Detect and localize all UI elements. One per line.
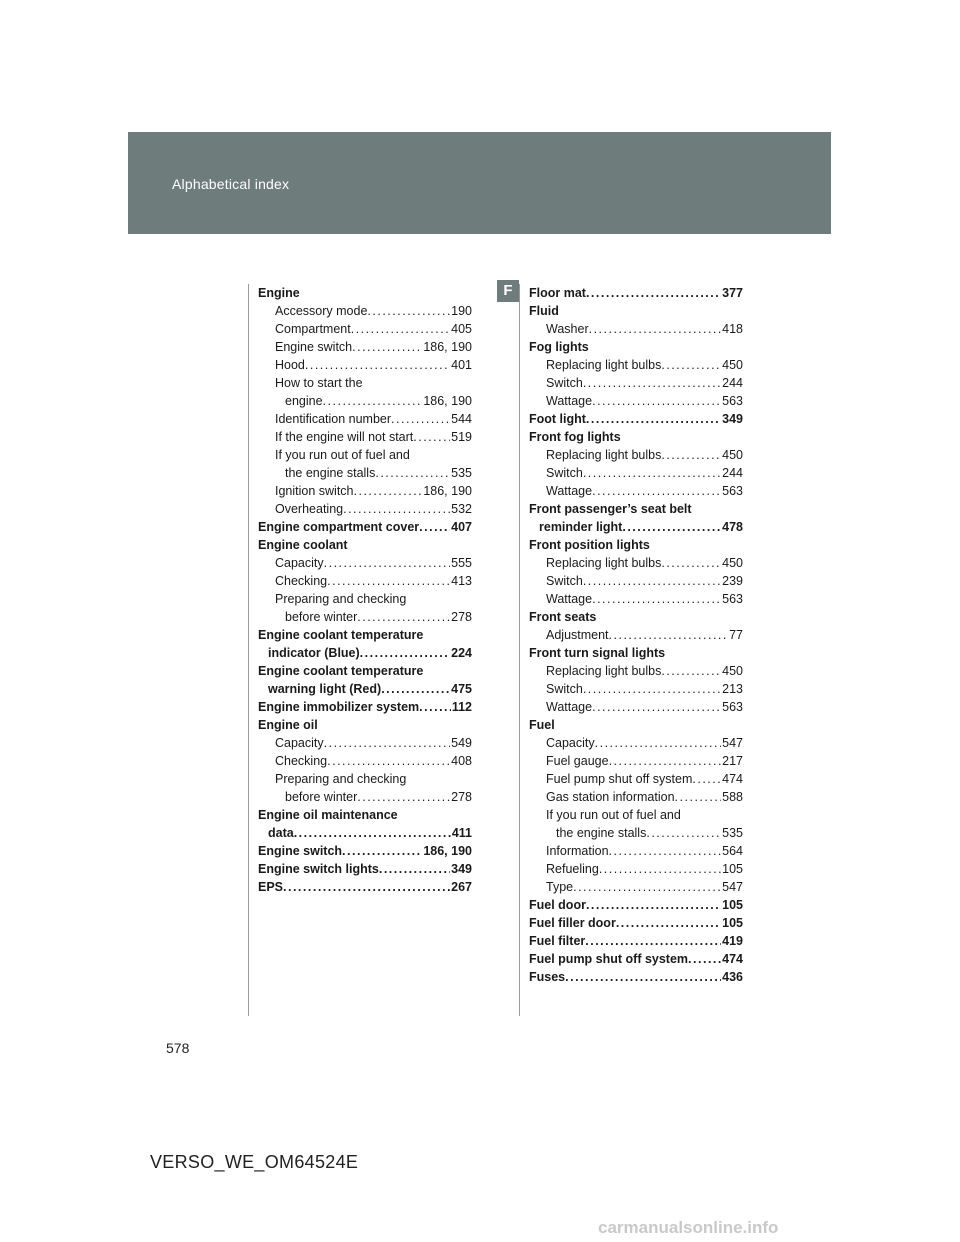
dot-leader (367, 302, 450, 320)
dot-leader (419, 698, 451, 716)
index-entry-page[interactable]: 532 (451, 502, 472, 516)
index-entry (529, 716, 743, 734)
index-entry-page[interactable]: 217 (722, 754, 743, 768)
index-entry-term: Foot light (529, 412, 586, 426)
index-entry-term: Engine compartment cover (258, 520, 420, 534)
index-entry (258, 590, 472, 608)
index-entry-term: Wattage (546, 592, 593, 606)
index-entry (258, 770, 472, 788)
index-entry[interactable] (258, 644, 472, 662)
index-entry-term: Checking (275, 574, 328, 588)
index-entry-term: Front fog lights (529, 430, 621, 444)
index-entry (258, 716, 472, 734)
index-entry-term: Fog lights (529, 340, 589, 354)
index-entry[interactable] (529, 392, 743, 410)
index-entry-page[interactable]: 555 (451, 556, 472, 570)
dot-leader (688, 950, 721, 968)
index-entry[interactable] (529, 446, 743, 464)
index-column-left (258, 284, 472, 896)
index-entry-term: Fuel door (529, 898, 586, 912)
index-entry-term: Refueling (546, 862, 599, 876)
dot-leader (646, 824, 721, 842)
index-entry[interactable] (529, 914, 743, 932)
index-entry-term: Floor mat (529, 286, 586, 300)
dot-leader (592, 698, 721, 716)
index-entry-page[interactable]: 267 (451, 880, 472, 894)
index-entry[interactable] (258, 860, 472, 878)
index-entry[interactable] (258, 680, 472, 698)
dot-leader (357, 608, 450, 626)
index-entry-term: Fuel filler door (529, 916, 616, 930)
index-entry-page[interactable]: 563 (722, 394, 743, 408)
index-entry[interactable] (258, 428, 472, 446)
index-entry-page[interactable]: 419 (722, 934, 743, 948)
index-entry (529, 644, 743, 662)
dot-leader (592, 590, 721, 608)
header-band (128, 132, 831, 234)
dot-leader (381, 680, 450, 698)
index-entry-term: Wattage (546, 394, 593, 408)
index-entry-page[interactable]: 418 (722, 322, 743, 336)
dot-leader (609, 842, 722, 860)
index-entry-term: Wattage (546, 484, 593, 498)
index-entry-term: reminder light (539, 520, 623, 534)
index-entry-term: Overheating (275, 502, 344, 516)
index-entry-page[interactable]: 408 (451, 754, 472, 768)
index-entry-term: Identification number (275, 412, 392, 426)
index-entry[interactable] (529, 842, 743, 860)
index-entry[interactable] (258, 500, 472, 518)
index-entry-term: Engine immobilizer system (258, 700, 420, 714)
dot-leader (352, 338, 422, 356)
dot-leader (324, 554, 451, 572)
index-entry-page[interactable]: 278 (451, 610, 472, 624)
dot-leader (305, 356, 450, 374)
index-entry-page[interactable]: 547 (722, 880, 743, 894)
index-entry[interactable] (529, 698, 743, 716)
watermark: carmanualsonline.info (598, 1218, 779, 1237)
dot-leader (616, 914, 721, 932)
dot-leader (692, 770, 721, 788)
index-entry-term: Fuel pump shut off system (546, 772, 693, 786)
index-entry[interactable] (529, 752, 743, 770)
index-entry-term: Fuses (529, 970, 566, 984)
dot-leader (609, 626, 729, 644)
index-entry-term: Fuel gauge (546, 754, 609, 768)
index-entry[interactable] (529, 680, 743, 698)
index-entry[interactable] (529, 662, 743, 680)
dot-leader (357, 788, 450, 806)
index-entry-page[interactable]: 105 (722, 916, 743, 930)
index-entry-term: Replacing light bulbs (546, 358, 662, 372)
index-entry[interactable] (529, 464, 743, 482)
index-entry-page[interactable]: 244 (722, 376, 743, 390)
index-entry[interactable] (258, 320, 472, 338)
index-entry[interactable] (258, 302, 472, 320)
index-entry-term: the engine stalls (556, 826, 647, 840)
index-entry-page[interactable]: 450 (722, 556, 743, 570)
index-entry[interactable] (529, 788, 743, 806)
index-entry-page[interactable]: 564 (722, 844, 743, 858)
index-entry-page[interactable]: 186, 190 (423, 484, 472, 498)
index-entry-term: Preparing and checking (275, 592, 407, 606)
index-entry-page[interactable]: 401 (451, 358, 472, 372)
index-entry (529, 806, 743, 824)
index-entry-term: Engine switch (275, 340, 353, 354)
index-entry-page[interactable]: 436 (722, 970, 743, 984)
index-entry-page[interactable]: 190 (451, 304, 472, 318)
index-entry-term: Ignition switch (275, 484, 354, 498)
index-entry[interactable] (529, 590, 743, 608)
index-entry[interactable] (529, 860, 743, 878)
index-entry-term: Capacity (275, 736, 324, 750)
dot-leader (661, 446, 721, 464)
dot-leader (419, 518, 450, 536)
index-entry[interactable] (258, 356, 472, 374)
column-divider-right (519, 284, 520, 1016)
index-entry-term: Front position lights (529, 538, 650, 552)
index-entry-term: Switch (546, 574, 583, 588)
dot-leader (583, 572, 721, 590)
dot-leader (360, 644, 450, 662)
index-entry-term: Hood (275, 358, 305, 372)
dot-leader (586, 284, 721, 302)
dot-leader (583, 374, 721, 392)
index-entry-term: Adjustment (546, 628, 609, 642)
index-entry-page[interactable]: 186, 190 (423, 340, 472, 354)
index-entry-term: Replacing light bulbs (546, 448, 662, 462)
index-entry-term: Switch (546, 376, 583, 390)
index-entry-term: Switch (546, 466, 583, 480)
dot-leader (622, 518, 721, 536)
index-entry-term: If you run out of fuel and (275, 448, 410, 462)
dot-leader (585, 932, 721, 950)
dot-leader (675, 788, 722, 806)
index-entry (529, 536, 743, 554)
index-entry-page[interactable]: 349 (722, 412, 743, 426)
dot-leader (391, 410, 450, 428)
index-entry (258, 662, 472, 680)
index-entry-term: If the engine will not start (275, 430, 414, 444)
document-code: VERSO_WE_OM64524E (150, 1152, 359, 1172)
index-entry-page[interactable]: 535 (451, 466, 472, 480)
index-entry-page[interactable]: 478 (722, 520, 743, 534)
index-entry-term: Engine coolant temperature (258, 664, 424, 678)
index-entry-page[interactable]: 411 (451, 826, 472, 840)
index-entry[interactable] (258, 788, 472, 806)
dot-leader (583, 464, 721, 482)
index-entry (529, 338, 743, 356)
index-entry-page[interactable]: 588 (722, 790, 743, 804)
index-entry-term: indicator (Blue) (268, 646, 360, 660)
index-entry-page[interactable]: 239 (722, 574, 743, 588)
index-entry-term: Fuel filter (529, 934, 586, 948)
index-entry-term: Engine switch (258, 844, 343, 858)
index-entry (258, 446, 472, 464)
dot-leader (595, 734, 722, 752)
dot-leader (592, 392, 721, 410)
index-entry-term: Front turn signal lights (529, 646, 666, 660)
index-entry (529, 428, 743, 446)
index-entry-page[interactable]: 475 (451, 682, 472, 696)
index-entry[interactable] (529, 374, 743, 392)
index-entry-page[interactable]: 413 (451, 574, 472, 588)
index-entry (258, 626, 472, 644)
dot-leader (324, 734, 451, 752)
page-section-title: Alphabetical index (172, 176, 290, 192)
index-entry-page[interactable]: 547 (722, 736, 743, 750)
index-entry-page[interactable]: 563 (722, 592, 743, 606)
dot-leader (599, 860, 721, 878)
index-entry (529, 302, 743, 320)
index-entry[interactable] (529, 356, 743, 374)
index-entry-term: Compartment (275, 322, 351, 336)
index-entry-page[interactable]: 407 (451, 520, 472, 534)
index-entry[interactable] (529, 518, 743, 536)
index-entry-page[interactable]: 377 (722, 286, 743, 300)
index-entry[interactable] (258, 698, 472, 716)
index-entry[interactable] (529, 626, 743, 644)
index-entry[interactable] (258, 734, 472, 752)
index-entry-page[interactable]: 563 (722, 700, 743, 714)
index-entry[interactable] (258, 824, 472, 842)
index-entry-page[interactable]: 105 (722, 862, 743, 876)
index-entry[interactable] (529, 770, 743, 788)
index-entry[interactable] (529, 896, 743, 914)
index-entry (529, 608, 743, 626)
index-entry-term: Fuel pump shut off system (529, 952, 689, 966)
dot-leader (573, 878, 721, 896)
index-entry-term: Replacing light bulbs (546, 556, 662, 570)
index-entry-page[interactable]: 112 (451, 700, 472, 714)
dot-leader (354, 482, 423, 500)
dot-leader (609, 752, 722, 770)
index-entry-term: Switch (546, 682, 583, 696)
index-entry-term: Capacity (546, 736, 595, 750)
index-entry-term: Information (546, 844, 609, 858)
dot-leader (586, 410, 721, 428)
index-entry-term: Wattage (546, 700, 593, 714)
index-entry (529, 500, 743, 518)
dot-leader (379, 860, 450, 878)
dot-leader (589, 320, 722, 338)
index-entry-term: Engine coolant temperature (258, 628, 424, 642)
dot-leader (565, 968, 721, 986)
dot-leader (323, 392, 423, 410)
index-entry (258, 284, 472, 302)
index-entry-page[interactable]: 405 (451, 322, 472, 336)
index-entry[interactable] (258, 608, 472, 626)
index-entry-page[interactable]: 474 (722, 952, 743, 966)
index-entry-page[interactable]: 519 (451, 430, 472, 444)
index-entry-term: Fluid (529, 304, 559, 318)
index-entry[interactable] (258, 842, 472, 860)
index-entry-term: Capacity (275, 556, 324, 570)
index-entry[interactable] (258, 338, 472, 356)
index-entry-page[interactable]: 450 (722, 664, 743, 678)
index-entry[interactable] (258, 464, 472, 482)
index-entry-page[interactable]: 244 (722, 466, 743, 480)
index-entry (258, 536, 472, 554)
index-entry-term: before winter (285, 610, 358, 624)
index-entry-term: EPS (258, 880, 284, 894)
index-entry[interactable] (529, 320, 743, 338)
index-entry-term: engine (285, 394, 323, 408)
dot-leader (283, 878, 450, 896)
index-entry[interactable] (258, 572, 472, 590)
dot-leader (661, 554, 721, 572)
index-entry-term: Washer (546, 322, 589, 336)
index-entry-page[interactable]: 224 (451, 646, 472, 660)
index-entry-term: data (268, 826, 294, 840)
index-entry[interactable] (258, 482, 472, 500)
index-entry-term: Type (546, 880, 574, 894)
index-entry-page[interactable]: 349 (451, 862, 472, 876)
index-entry[interactable] (258, 554, 472, 572)
index-entry-term: Front passenger’s seat belt (529, 502, 692, 516)
index-entry-page[interactable]: 450 (722, 358, 743, 372)
index-entry[interactable] (258, 752, 472, 770)
index-entry-term: Checking (275, 754, 328, 768)
dot-leader (592, 482, 721, 500)
dot-leader (586, 896, 721, 914)
index-entry-term: Front seats (529, 610, 597, 624)
index-entry[interactable] (258, 518, 472, 536)
column-divider-left (248, 284, 249, 1016)
index-entry[interactable] (529, 554, 743, 572)
index-entry[interactable] (258, 878, 472, 896)
index-column-right (529, 284, 743, 986)
index-entry[interactable] (529, 572, 743, 590)
index-entry-term: Fuel (529, 718, 555, 732)
index-entry-term: Accessory mode (275, 304, 368, 318)
index-entry-term: Engine switch lights (258, 862, 379, 876)
dot-leader (583, 680, 721, 698)
index-entry-term: Replacing light bulbs (546, 664, 662, 678)
index-entry[interactable] (529, 734, 743, 752)
dot-leader (343, 500, 450, 518)
index-entry-page[interactable]: 77 (729, 628, 743, 642)
dot-leader (661, 356, 721, 374)
dot-leader (327, 572, 450, 590)
dot-leader (351, 320, 450, 338)
index-entry-page[interactable]: 549 (451, 736, 472, 750)
index-entry-term: Engine coolant (258, 538, 348, 552)
index-entry-page[interactable]: 535 (722, 826, 743, 840)
index-entry-term: warning light (Red) (268, 682, 382, 696)
page-number: 578 (166, 1040, 190, 1056)
index-entry[interactable] (529, 824, 743, 842)
index-entry[interactable] (258, 392, 472, 410)
index-entry-term: Engine (258, 286, 300, 300)
index-entry-page[interactable]: 544 (451, 412, 472, 426)
dot-leader (413, 428, 450, 446)
index-entry-term: before winter (285, 790, 358, 804)
index-entry-term: Preparing and checking (275, 772, 407, 786)
index-entry-term: Gas station information (546, 790, 675, 804)
index-entry-term: Engine oil (258, 718, 318, 732)
index-entry-page[interactable]: 563 (722, 484, 743, 498)
dot-leader (294, 824, 451, 842)
index-entry[interactable] (529, 284, 743, 302)
dot-leader (661, 662, 721, 680)
dot-leader (327, 752, 450, 770)
index-entry-term: Engine oil maintenance (258, 808, 398, 822)
dot-leader (375, 464, 450, 482)
index-entry[interactable] (258, 410, 472, 428)
index-entry[interactable] (529, 968, 743, 986)
index-letter-tab[interactable]: F (497, 280, 519, 302)
index-entry-page[interactable]: 186, 190 (423, 844, 472, 858)
index-entry-page[interactable]: 278 (451, 790, 472, 804)
index-entry-term: the engine stalls (285, 466, 376, 480)
index-entry[interactable] (529, 410, 743, 428)
index-entry-term: How to start the (275, 376, 363, 390)
index-entry-page[interactable]: 186, 190 (423, 394, 472, 408)
index-entry-page[interactable]: 105 (722, 898, 743, 912)
index-entry[interactable] (529, 878, 743, 896)
index-entry-term: If you run out of fuel and (546, 808, 681, 822)
dot-leader (342, 842, 422, 860)
index-entry[interactable] (529, 932, 743, 950)
index-entry-page[interactable]: 450 (722, 448, 743, 462)
index-entry[interactable] (529, 482, 743, 500)
index-entry-page[interactable]: 213 (722, 682, 743, 696)
index-entry (258, 806, 472, 824)
index-entry[interactable] (529, 950, 743, 968)
index-entry (258, 374, 472, 392)
index-entry-page[interactable]: 474 (722, 772, 743, 786)
